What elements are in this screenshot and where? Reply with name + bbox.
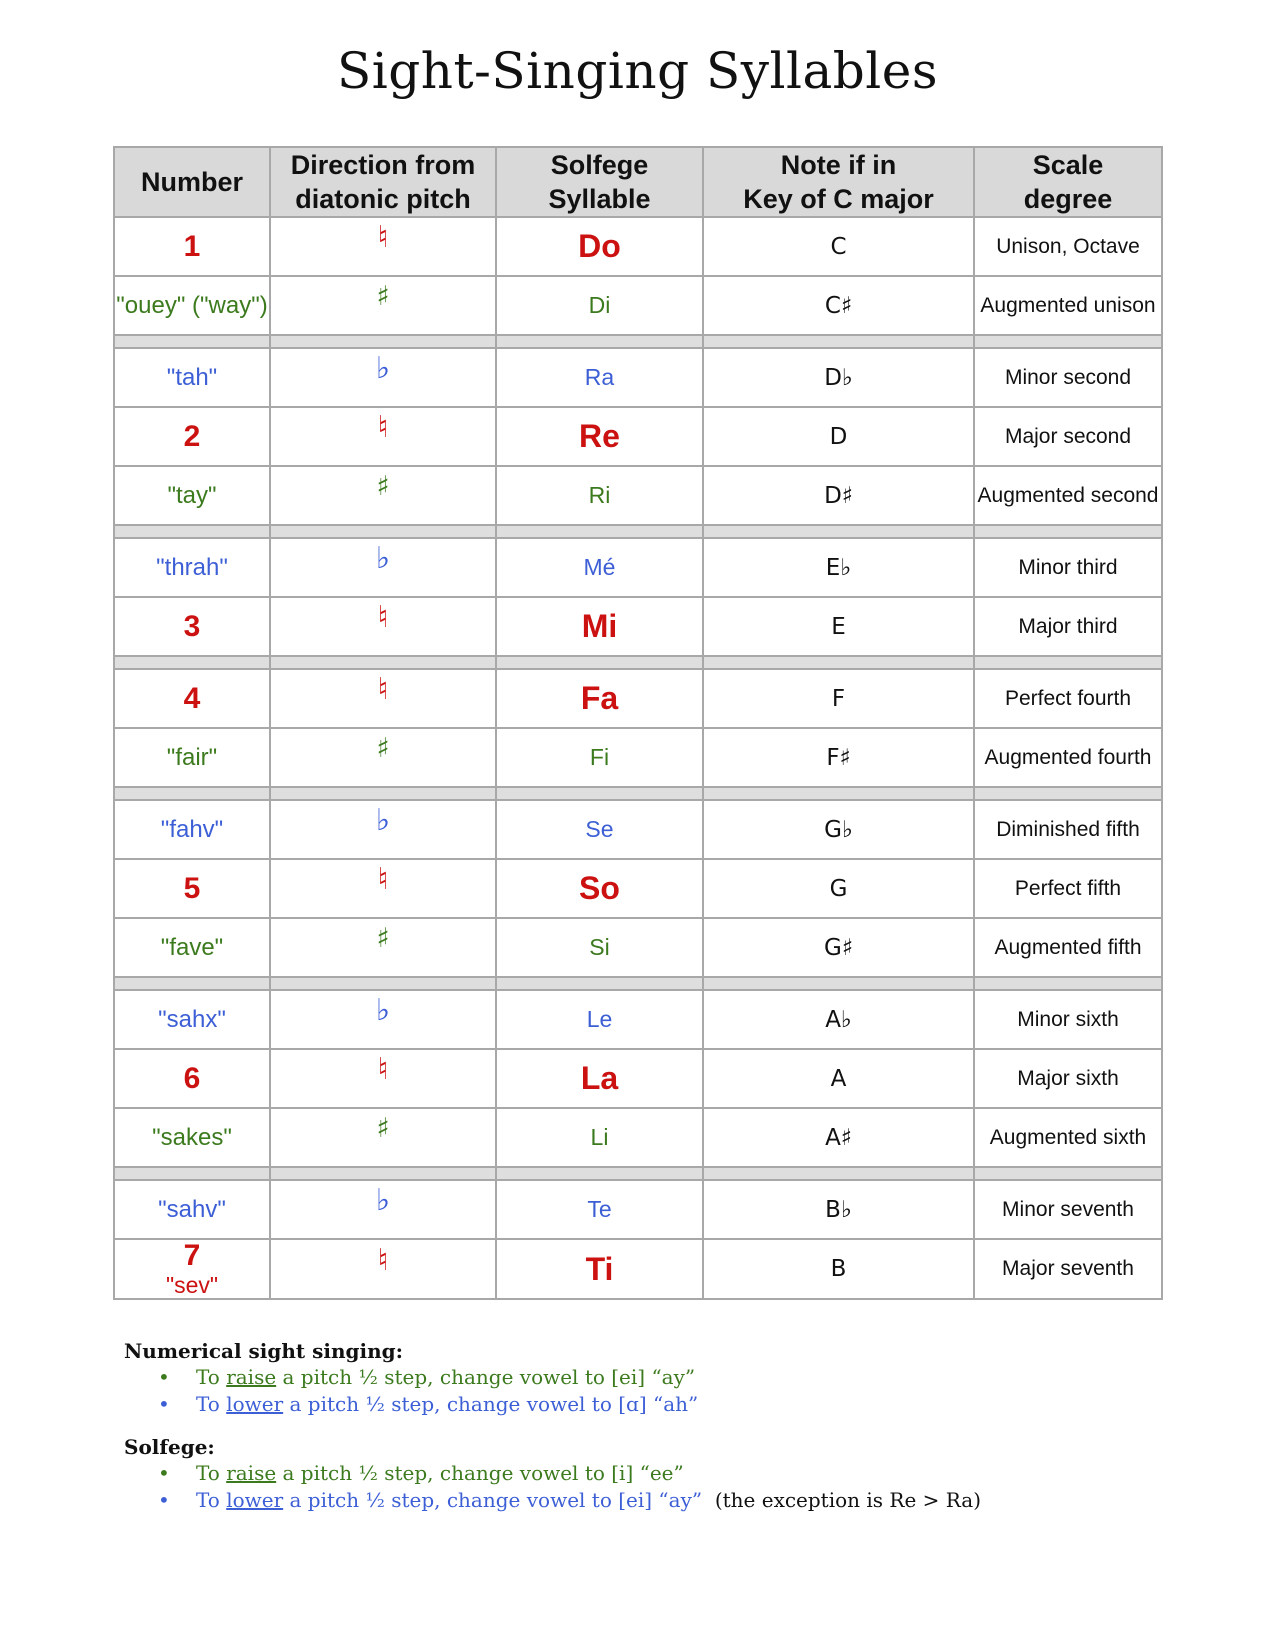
- solfege-cell: Mi: [496, 597, 703, 656]
- note-cell: D♯: [703, 466, 974, 525]
- scale-degree-cell: Augmented second: [974, 466, 1162, 525]
- direction-cell: [270, 918, 496, 977]
- flat-sign-icon: ♭: [375, 541, 391, 576]
- natural-sign-icon: ♮: [377, 220, 389, 255]
- number-cell: "fair": [114, 728, 270, 787]
- separator-cell: [496, 656, 703, 669]
- bullet: •: [158, 1488, 170, 1512]
- note-cell: D: [703, 407, 974, 466]
- solfege-cell: Ti: [496, 1239, 703, 1299]
- number-cell: 3: [114, 597, 270, 656]
- table-body: [114, 217, 1162, 1299]
- number-cell: 5: [114, 859, 270, 918]
- note-cell: G♯: [703, 918, 974, 977]
- separator-cell: [114, 977, 270, 990]
- separator-cell: [496, 335, 703, 348]
- table-row: [114, 728, 1162, 787]
- solfege-cell: Li: [496, 1108, 703, 1167]
- separator-cell: [703, 335, 974, 348]
- note-cell: B: [703, 1239, 974, 1299]
- number-cell: "thrah": [114, 538, 270, 597]
- table-row: [114, 669, 1162, 728]
- separator-cell: [270, 977, 496, 990]
- number-syllable: "sev": [165, 1272, 219, 1298]
- number-cell: "fahv": [114, 800, 270, 859]
- direction-cell: [270, 800, 496, 859]
- separator-cell: [114, 1167, 270, 1180]
- natural-sign-icon: ♮: [377, 1052, 389, 1087]
- number-cell: 1: [114, 217, 270, 276]
- note-cell: E♭: [703, 538, 974, 597]
- direction-cell: [270, 1180, 496, 1239]
- direction-cell: [270, 597, 496, 656]
- note-cell: C: [703, 217, 974, 276]
- scale-degree-cell: Augmented fifth: [974, 918, 1162, 977]
- solfege-raise-item: • To raise a pitch ½ step, change vowel to [i] “ee”: [158, 1461, 684, 1485]
- direction-cell: [270, 728, 496, 787]
- separator-cell: [974, 525, 1162, 538]
- direction-cell: [270, 407, 496, 466]
- flat-sign-icon: ♭: [375, 351, 391, 386]
- solfege-cell: Te: [496, 1180, 703, 1239]
- separator-cell: [114, 656, 270, 669]
- separator-cell: [703, 656, 974, 669]
- separator-cell: [270, 525, 496, 538]
- number-cell: "ouey" ("way"): [114, 276, 270, 335]
- header-solfege: Solfege Syllable: [496, 147, 703, 217]
- direction-cell: [270, 1049, 496, 1108]
- solfege-cell: Le: [496, 990, 703, 1049]
- note-cell: B♭: [703, 1180, 974, 1239]
- bullet: •: [158, 1461, 170, 1485]
- solfege-cell: Re: [496, 407, 703, 466]
- solfege-cell: Ri: [496, 466, 703, 525]
- separator-cell: [703, 977, 974, 990]
- direction-cell: [270, 1239, 496, 1299]
- separator-cell: [974, 787, 1162, 800]
- natural-sign-icon: ♮: [377, 410, 389, 445]
- group-separator-row: [114, 335, 1162, 348]
- page-title: Sight-Singing Syllables: [336, 42, 939, 100]
- table-row: [114, 276, 1162, 335]
- scale-degree-cell: Augmented unison: [974, 276, 1162, 335]
- separator-cell: [974, 335, 1162, 348]
- note-cell: G: [703, 859, 974, 918]
- solfege-cell: Fi: [496, 728, 703, 787]
- syllables-table: [113, 146, 1163, 1300]
- scale-degree-cell: Augmented fourth: [974, 728, 1162, 787]
- number-cell: 6: [114, 1049, 270, 1108]
- separator-cell: [114, 335, 270, 348]
- scale-degree-cell: Minor second: [974, 348, 1162, 407]
- direction-cell: [270, 669, 496, 728]
- group-separator-row: [114, 1167, 1162, 1180]
- solfege-cell: Si: [496, 918, 703, 977]
- group-separator-row: [114, 525, 1162, 538]
- scale-degree-cell: Diminished fifth: [974, 800, 1162, 859]
- sharp-sign-icon: ♯: [376, 923, 390, 954]
- solfege-cell: So: [496, 859, 703, 918]
- separator-cell: [496, 1167, 703, 1180]
- bullet: •: [158, 1392, 170, 1416]
- solfege-cell: Se: [496, 800, 703, 859]
- scale-degree-cell: Minor seventh: [974, 1180, 1162, 1239]
- separator-cell: [270, 1167, 496, 1180]
- number-cell: 4: [114, 669, 270, 728]
- group-separator-row: [114, 977, 1162, 990]
- separator-cell: [114, 787, 270, 800]
- notes-section: [124, 1338, 1164, 1530]
- table-row: [114, 1049, 1162, 1108]
- solfege-cell: Mé: [496, 538, 703, 597]
- scale-degree-cell: Perfect fifth: [974, 859, 1162, 918]
- scale-degree-cell: Minor sixth: [974, 990, 1162, 1049]
- solfege-cell: Fa: [496, 669, 703, 728]
- separator-cell: [974, 977, 1162, 990]
- number-cell: "tay": [114, 466, 270, 525]
- table-row: [114, 859, 1162, 918]
- table-row: [114, 1239, 1162, 1299]
- number-cell: "tah": [114, 348, 270, 407]
- flat-sign-icon: ♭: [375, 993, 391, 1028]
- table-row: [114, 348, 1162, 407]
- direction-cell: [270, 859, 496, 918]
- table-row: [114, 990, 1162, 1049]
- separator-cell: [270, 656, 496, 669]
- natural-sign-icon: ♮: [377, 600, 389, 635]
- note-cell: A♭: [703, 990, 974, 1049]
- separator-cell: [703, 787, 974, 800]
- numerical-lower-item: • To lower a pitch ½ step, change vowel to [ɑ] “ah”: [158, 1392, 699, 1416]
- scale-degree-cell: Minor third: [974, 538, 1162, 597]
- natural-sign-icon: ♮: [377, 862, 389, 897]
- solfege-heading: Solfege:: [124, 1435, 215, 1459]
- flat-sign-icon: ♭: [375, 1183, 391, 1218]
- sharp-sign-icon: ♯: [376, 1113, 390, 1144]
- scale-degree-cell: Major third: [974, 597, 1162, 656]
- header-note: Note if in Key of C major: [703, 147, 974, 217]
- table-row: [114, 1180, 1162, 1239]
- solfege-lower-item: • To lower a pitch ½ step, change vowel to [ei] “ay” (the exception is Re > Ra): [158, 1488, 982, 1512]
- flat-sign-icon: ♭: [375, 803, 391, 838]
- solfege-cell: Ra: [496, 348, 703, 407]
- separator-cell: [270, 335, 496, 348]
- group-separator-row: [114, 787, 1162, 800]
- separator-cell: [703, 1167, 974, 1180]
- number-cell: [114, 1239, 270, 1299]
- direction-cell: [270, 538, 496, 597]
- scale-degree-cell: Major seventh: [974, 1239, 1162, 1299]
- table-row: [114, 466, 1162, 525]
- numerical-heading: Numerical sight singing:: [124, 1339, 404, 1363]
- table-row: [114, 800, 1162, 859]
- note-cell: G♭: [703, 800, 974, 859]
- note-cell: D♭: [703, 348, 974, 407]
- group-separator-row: [114, 656, 1162, 669]
- separator-cell: [496, 977, 703, 990]
- separator-cell: [974, 656, 1162, 669]
- exception-note: (the exception is Re > Ra): [714, 1488, 982, 1512]
- separator-cell: [496, 525, 703, 538]
- number-cell: "sahv": [114, 1180, 270, 1239]
- natural-sign-icon: ♮: [377, 1242, 389, 1278]
- separator-cell: [496, 787, 703, 800]
- scale-degree-cell: Major sixth: [974, 1049, 1162, 1108]
- separator-cell: [974, 1167, 1162, 1180]
- solfege-cell: La: [496, 1049, 703, 1108]
- numerical-list: [124, 1364, 1164, 1418]
- solfege-list: [124, 1460, 1164, 1514]
- sharp-sign-icon: ♯: [376, 471, 390, 502]
- table-row: [114, 407, 1162, 466]
- separator-cell: [114, 525, 270, 538]
- table-row: [114, 597, 1162, 656]
- bullet: •: [158, 1365, 170, 1389]
- direction-cell: [270, 466, 496, 525]
- scale-degree-cell: Perfect fourth: [974, 669, 1162, 728]
- direction-cell: [270, 217, 496, 276]
- number-cell: "fave": [114, 918, 270, 977]
- solfege-cell: Di: [496, 276, 703, 335]
- table-header-row: [114, 147, 1162, 217]
- separator-cell: [703, 525, 974, 538]
- direction-cell: [270, 990, 496, 1049]
- number-cell: "sahx": [114, 990, 270, 1049]
- direction-cell: [270, 276, 496, 335]
- table-row: [114, 538, 1162, 597]
- direction-cell: [270, 1108, 496, 1167]
- note-cell: E: [703, 597, 974, 656]
- note-cell: F: [703, 669, 974, 728]
- note-cell: A♯: [703, 1108, 974, 1167]
- scale-degree-cell: Major second: [974, 407, 1162, 466]
- table-row: [114, 1108, 1162, 1167]
- header-degree: Scale degree: [974, 147, 1162, 217]
- note-cell: F♯: [703, 728, 974, 787]
- solfege-cell: Do: [496, 217, 703, 276]
- table-row: [114, 918, 1162, 977]
- table-row: [114, 217, 1162, 276]
- separator-cell: [270, 787, 496, 800]
- header-direction: Direction from diatonic pitch: [270, 147, 496, 217]
- numerical-raise-item: • To raise a pitch ½ step, change vowel to [ei] “ay”: [158, 1365, 696, 1389]
- number-cell: 2: [114, 407, 270, 466]
- sharp-sign-icon: ♯: [376, 281, 390, 312]
- natural-sign-icon: ♮: [377, 672, 389, 707]
- note-cell: A: [703, 1049, 974, 1108]
- scale-degree-cell: Augmented sixth: [974, 1108, 1162, 1167]
- number-value: 7: [183, 1239, 201, 1272]
- number-cell: "sakes": [114, 1108, 270, 1167]
- sharp-sign-icon: ♯: [376, 733, 390, 764]
- header-number: Number: [114, 147, 270, 217]
- direction-cell: [270, 348, 496, 407]
- scale-degree-cell: Unison, Octave: [974, 217, 1162, 276]
- note-cell: C♯: [703, 276, 974, 335]
